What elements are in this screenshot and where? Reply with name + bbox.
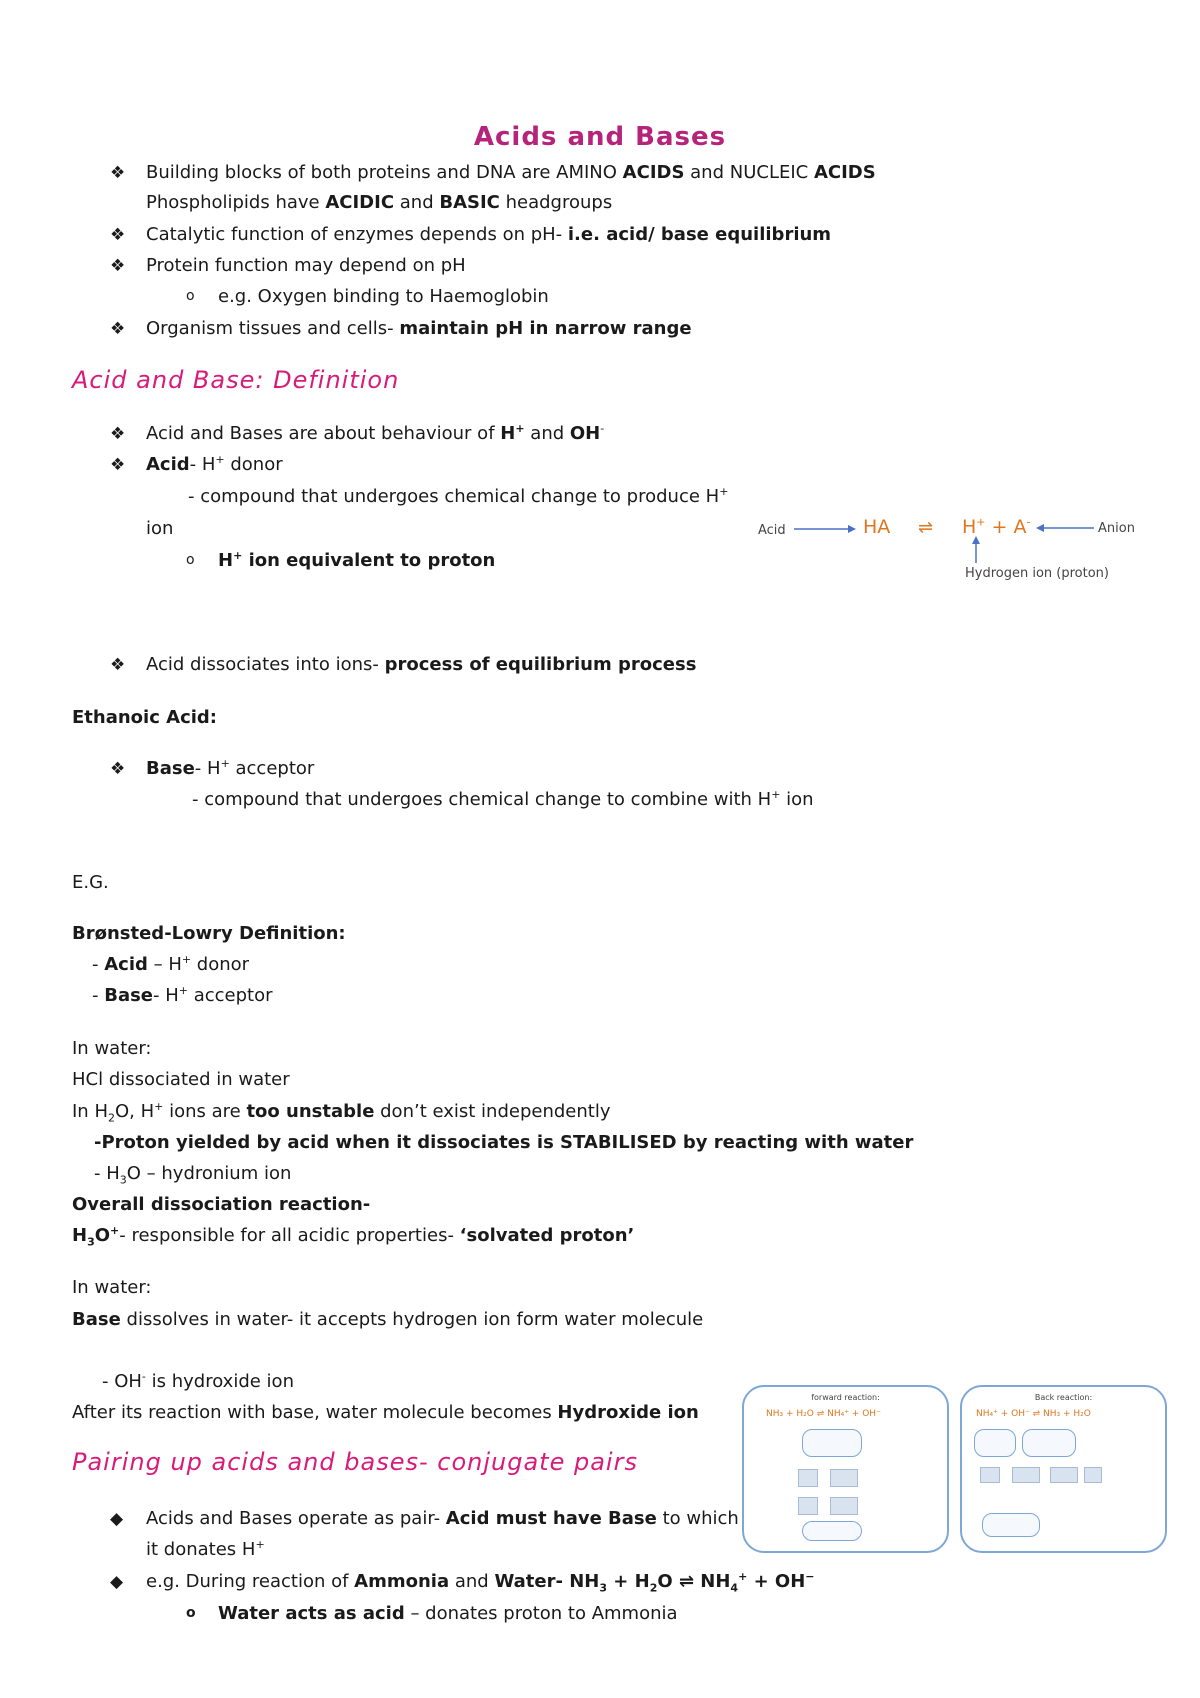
bullet-icon: ❖	[110, 225, 126, 245]
species-box	[1012, 1467, 1040, 1483]
base-dissolves: Base dissolves in water- it accepts hydrogen ion form water molecule	[72, 1309, 704, 1330]
forward-reaction-title: forward reaction:	[811, 1393, 880, 1402]
species-box	[798, 1469, 818, 1487]
def-line-8: - compound that undergoes chemical change to combine with H+ ion	[192, 788, 814, 810]
species-box	[1050, 1467, 1078, 1483]
intro-line-3: Catalytic function of enzymes depends on pH- i.e. acid/ base equilibrium	[146, 224, 832, 245]
hydroxide-line: - OH- is hydroxide ion	[102, 1370, 294, 1392]
diagram-equilibrium: ⇌	[918, 517, 934, 538]
intro-line-5: e.g. Oxygen binding to Haemoglobin	[218, 286, 549, 307]
pair-line-4: Water acts as acid – donates proton to Ammonia	[218, 1603, 678, 1624]
sub-bullet-icon: o	[186, 288, 195, 304]
sub-bullet-icon: o	[186, 1605, 196, 1621]
pair-line-3: e.g. During reaction of Ammonia and Water- $NH_3 + H_2O$ ⇌ $NH_4^+ + OH^-$	[146, 1570, 815, 1595]
overall-reaction: Overall dissociation reaction-	[72, 1194, 371, 1215]
note-bubble	[802, 1429, 862, 1457]
intro-line-2: Phospholipids have ACIDIC and BASIC headgroups	[146, 192, 613, 213]
intro-line-6: Organism tissues and cells- maintain pH in narrow range	[146, 318, 692, 339]
hydronium-line: - $H_3O$ – hydronium ion	[94, 1163, 292, 1187]
species-box	[1084, 1467, 1102, 1483]
pair-line-2: it donates H+	[146, 1538, 265, 1560]
def-line-6: Acid dissociates into ions- process of equilibrium process	[146, 654, 697, 675]
def-line-7: Base- H+ acceptor	[146, 757, 315, 779]
bronsted-acid: - Acid – H+ donor	[92, 953, 250, 975]
forward-reaction-diagram	[742, 1385, 949, 1553]
after-line: After its reaction with base, water molecule becomes Hydroxide ion	[72, 1402, 699, 1423]
species-box	[980, 1467, 1000, 1483]
back-reaction-title: Back reaction:	[1034, 1393, 1093, 1402]
bronsted-heading: Brønsted-Lowry Definition:	[72, 923, 346, 944]
note-bubble	[974, 1429, 1016, 1457]
def-line-2: Acid- H+ donor	[146, 453, 283, 475]
in-water-label-2: In water:	[72, 1277, 152, 1298]
species-box	[798, 1497, 818, 1515]
diagram-anion-label: Anion	[1098, 521, 1135, 536]
intro-line-1: Building blocks of both proteins and DNA are AMINO ACIDS and NUCLEIC ACIDS	[146, 162, 876, 183]
species-box	[830, 1469, 858, 1487]
def-line-1: Acid and Bases are about behaviour of H+ and OH-	[146, 422, 605, 444]
bullet-icon: ❖	[110, 163, 126, 183]
def-line-4: ion	[146, 518, 174, 539]
def-line-5: H+ ion equivalent to proton	[218, 549, 496, 571]
in-water-label: In water:	[72, 1038, 152, 1059]
h2o-line: In $H_2O$, H+ ions are too unstable don’t exist independently	[72, 1100, 611, 1125]
bullet-icon: ◆	[110, 1572, 124, 1592]
proton-line: -Proton yielded by acid when it dissociates is STABILISED by reacting with water	[94, 1132, 914, 1153]
page-title: Acids and Bases	[473, 122, 727, 152]
ethanoic-heading: Ethanoic Acid:	[72, 707, 218, 728]
section-heading-conjugate: Pairing up acids and bases- conjugate pairs	[72, 1448, 638, 1476]
acid-dissociation-diagram	[750, 508, 1135, 588]
diagram-ha: HA	[863, 516, 891, 538]
bullet-icon: ❖	[110, 319, 126, 339]
section-heading-definition: Acid and Base: Definition	[72, 366, 400, 394]
note-bubble	[802, 1521, 862, 1541]
bullet-icon: ❖	[110, 455, 126, 475]
sub-bullet-icon: o	[186, 552, 195, 568]
bullet-icon: ❖	[110, 424, 126, 444]
eg-label: E.G.	[72, 872, 109, 893]
diagram-products: H+ + A-	[962, 515, 1031, 538]
back-reaction-equation: NH₄⁺ + OH⁻ ⇌ NH₃ + H₂O	[976, 1409, 1091, 1419]
bronsted-base: - Base- H+ acceptor	[92, 984, 273, 1006]
def-line-3: - compound that undergoes chemical change to produce H+	[188, 485, 729, 507]
bullet-icon: ❖	[110, 655, 126, 675]
bullet-icon: ◆	[110, 1509, 124, 1529]
bullet-icon: ❖	[110, 256, 126, 276]
back-reaction-diagram	[960, 1385, 1167, 1553]
hcl-line: HCl dissociated in water	[72, 1069, 290, 1090]
note-bubble	[1022, 1429, 1076, 1457]
solvated-line: $H_3O^+-$ responsible for all acidic properties- ‘solvated proton’	[72, 1224, 635, 1249]
pair-line-1: Acids and Bases operate as pair- Acid must have Base to which	[146, 1508, 739, 1529]
note-bubble	[982, 1513, 1040, 1537]
bullet-icon: ❖	[110, 759, 126, 779]
diagram-acid-label: Acid	[758, 523, 786, 538]
diagram-hydrogen-label: Hydrogen ion (proton)	[965, 566, 1109, 581]
species-box	[830, 1497, 858, 1515]
forward-reaction-equation: NH₃ + H₂O ⇌ NH₄⁺ + OH⁻	[766, 1409, 881, 1419]
intro-line-4: Protein function may depend on pH	[146, 255, 466, 276]
